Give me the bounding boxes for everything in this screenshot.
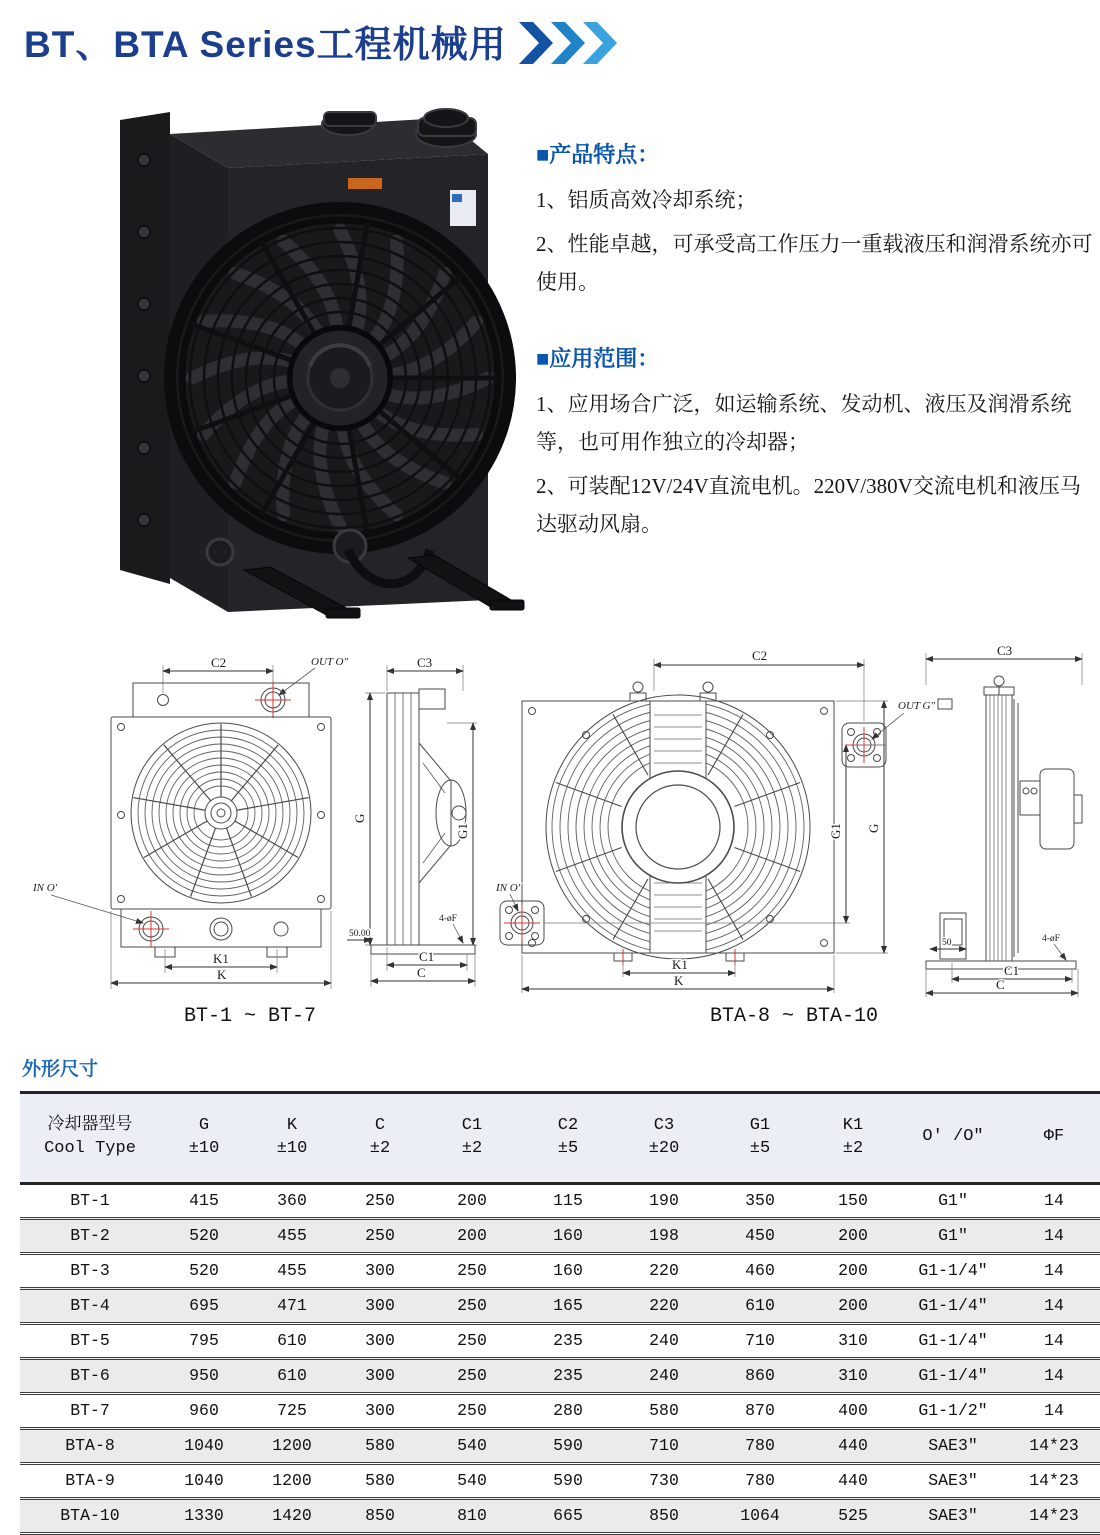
- model-cell: BTA-9: [65, 1471, 115, 1491]
- table-row: [20, 1323, 1100, 1358]
- dim-cell: 310: [838, 1331, 868, 1351]
- column-header-5: C2 ±5: [557, 1116, 579, 1158]
- bta-front-view: [495, 648, 936, 993]
- dim-cell: 730: [649, 1471, 679, 1491]
- dim-cell: 300: [365, 1296, 395, 1316]
- dim-cell: 950: [189, 1366, 219, 1386]
- dim-cell: 1040: [184, 1471, 224, 1491]
- feature-item-2: 2、性能卓越，可承受高工作压力一重载液压和润滑系统亦可使用。: [536, 232, 1093, 295]
- dim-cell: 250: [457, 1401, 487, 1421]
- dim-cell: 590: [553, 1471, 583, 1491]
- dim-label-c2: C2: [211, 655, 227, 670]
- dim-cell: 471: [277, 1296, 307, 1316]
- column-header-8: K1 ±2: [842, 1116, 864, 1158]
- dim-cell: 240: [649, 1331, 679, 1351]
- bta-drawing: [494, 643, 1094, 998]
- dim-cell: SAE3″: [928, 1471, 978, 1491]
- dim-cell: 150: [838, 1191, 868, 1211]
- dim-cell: 14*23: [1029, 1506, 1079, 1526]
- drawing-bta-caption: BTA-8 ~ BTA-10: [709, 1005, 879, 1028]
- column-header-9: O′ /O″: [922, 1127, 984, 1147]
- dim-label-k1: K1: [213, 951, 229, 966]
- catalog-page: [0, 14, 1100, 1535]
- bt-drawing: [15, 653, 485, 998]
- applications-heading: ■应用范围：: [536, 345, 660, 371]
- dim-label-k1: K1: [672, 957, 688, 972]
- dim-cell: 525: [838, 1506, 868, 1526]
- dim-cell: 200: [838, 1296, 868, 1316]
- application-item-2: 2、可装配12V/24V直流电机。220V/380V交流电机和液压马达驱动风扇。: [536, 474, 1081, 537]
- dim-cell: 795: [189, 1331, 219, 1351]
- dim-label-c2: C2: [752, 648, 768, 663]
- dim-cell: 520: [189, 1226, 219, 1246]
- dim-cell: 1420: [272, 1506, 312, 1526]
- dim-cell: 280: [553, 1401, 583, 1421]
- dim-label-c3: C3: [417, 655, 433, 670]
- drawing-bt-caption: BT-1 ~ BT-7: [183, 1005, 317, 1028]
- dim-label-k: K: [217, 967, 227, 982]
- dim-label-k: K: [674, 973, 684, 988]
- dim-cell: 165: [553, 1296, 583, 1316]
- dim-cell: 160: [553, 1261, 583, 1281]
- fan-assembly: [170, 208, 510, 548]
- product-info: [536, 72, 1100, 625]
- dim-cell: 300: [365, 1261, 395, 1281]
- dim-cell: 14: [1044, 1226, 1064, 1246]
- table-header-row: [20, 1093, 1100, 1184]
- application-item-1: 1、应用场合广泛，如运输系统、发动机、液压及润滑系统等，也可用作独立的冷却器；: [536, 391, 1072, 454]
- dim-cell: 850: [649, 1506, 679, 1526]
- dim-cell: 725: [277, 1401, 307, 1421]
- dim-label-c3: C3: [997, 643, 1013, 658]
- dim-cell: 1064: [740, 1506, 780, 1526]
- dim-cell: 14: [1044, 1296, 1064, 1316]
- port-label-out: OUT O″: [311, 656, 349, 668]
- model-cell: BT-7: [70, 1401, 110, 1421]
- warning-sticker: [348, 178, 382, 189]
- dim-cell: 14: [1044, 1191, 1064, 1211]
- dim-cell: 235: [553, 1366, 583, 1386]
- column-header-10: ΦF: [1043, 1127, 1065, 1147]
- dim-cell: 610: [745, 1296, 775, 1316]
- dim-cell: 415: [189, 1191, 219, 1211]
- dim-cell: 300: [365, 1366, 395, 1386]
- mounting-plate: [120, 112, 170, 584]
- column-header-6: C3 ±20: [648, 1116, 680, 1158]
- dim-cell: 200: [838, 1261, 868, 1281]
- column-header-0: 冷却器型号 Cool Type: [44, 1116, 136, 1158]
- dim-cell: G1-1/4″: [918, 1296, 988, 1316]
- dim-cell: 240: [649, 1366, 679, 1386]
- dim-cell: 455: [277, 1261, 307, 1281]
- dim-cell: 1330: [184, 1506, 224, 1526]
- model-cell: BT-5: [70, 1331, 110, 1351]
- model-cell: BT-1: [70, 1191, 110, 1211]
- column-header-1: G ±10: [188, 1116, 220, 1158]
- dim-cell: 780: [745, 1436, 775, 1456]
- dim-cell: 580: [649, 1401, 679, 1421]
- dim-cell: 610: [277, 1366, 307, 1386]
- dim-cell: 115: [553, 1191, 583, 1211]
- dim-cell: 710: [649, 1436, 679, 1456]
- dim-cell: 440: [838, 1436, 868, 1456]
- dim-cell: 14: [1044, 1401, 1064, 1421]
- feature-item-1: 1、铝质高效冷却系统；: [536, 188, 757, 212]
- drawings-section: [0, 643, 1100, 1028]
- triple-chevron-icon: [517, 22, 621, 64]
- dim-cell: 590: [553, 1436, 583, 1456]
- dim-label-holes: 4-øF: [1042, 934, 1060, 944]
- dim-cell: 1040: [184, 1436, 224, 1456]
- dim-cell: 455: [277, 1226, 307, 1246]
- bta-side-view: [926, 643, 1082, 997]
- dim-cell: 1200: [272, 1436, 312, 1456]
- dim-cell: G1″: [938, 1226, 968, 1246]
- dim-label-g1: G1: [455, 823, 470, 839]
- dim-cell: 250: [457, 1366, 487, 1386]
- model-cell: BT-3: [70, 1261, 110, 1281]
- dim-label-c1: C1: [419, 949, 435, 964]
- dim-cell: 780: [745, 1471, 775, 1491]
- dim-cell: SAE3″: [928, 1506, 978, 1526]
- model-cell: BTA-8: [65, 1436, 115, 1456]
- dim-cell: 870: [745, 1401, 775, 1421]
- port-label-out: OUT G″: [898, 700, 936, 712]
- column-header-7: G1 ±5: [749, 1116, 771, 1158]
- dim-cell: 14*23: [1029, 1436, 1079, 1456]
- dim-cell: 400: [838, 1401, 868, 1421]
- dim-cell: 250: [457, 1296, 487, 1316]
- table-row: [20, 1288, 1100, 1323]
- dim-label-offset: 50: [942, 938, 952, 948]
- fan-hub: [290, 328, 390, 428]
- dim-label-offset: 50.00: [349, 929, 371, 939]
- dim-cell: G1-1/4″: [918, 1331, 988, 1351]
- page-title: BT、BTA Series工程机械用: [24, 24, 507, 65]
- features-heading: ■产品特点：: [536, 142, 660, 167]
- dim-label-g: G: [866, 823, 881, 833]
- dim-cell: G1-1/4″: [918, 1366, 988, 1386]
- port-label-in: IN O′: [496, 882, 521, 894]
- dim-cell: 350: [745, 1191, 775, 1211]
- dim-cell: 250: [457, 1331, 487, 1351]
- dim-cell: SAE3″: [928, 1436, 978, 1456]
- port-label-in: IN O′: [33, 882, 58, 894]
- model-cell: BTA-10: [60, 1506, 120, 1526]
- dim-cell: 520: [189, 1261, 219, 1281]
- dim-cell: 200: [457, 1226, 487, 1246]
- column-header-3: C ±2: [369, 1116, 391, 1158]
- table-row: [20, 1463, 1100, 1498]
- drawing-bta: [494, 643, 1094, 1028]
- dim-cell: 300: [365, 1401, 395, 1421]
- table-row: [20, 1183, 1100, 1218]
- dim-cell: 300: [365, 1331, 395, 1351]
- model-cell: BT-2: [70, 1226, 110, 1246]
- dim-cell: 460: [745, 1261, 775, 1281]
- dim-cell: 580: [365, 1436, 395, 1456]
- dim-cell: 710: [745, 1331, 775, 1351]
- dim-cell: 250: [365, 1226, 395, 1246]
- dim-label-c1: C1: [1004, 963, 1020, 978]
- dim-cell: G1-1/2″: [918, 1401, 988, 1421]
- model-cell: BT-6: [70, 1366, 110, 1386]
- dim-cell: 198: [649, 1226, 679, 1246]
- dim-label-holes: 4-øF: [439, 914, 457, 924]
- dim-cell: 200: [838, 1226, 868, 1246]
- dim-cell: 1200: [272, 1471, 312, 1491]
- dim-label-g: G: [352, 813, 367, 823]
- dim-cell: 235: [553, 1331, 583, 1351]
- dim-cell: 665: [553, 1506, 583, 1526]
- dim-label-c: C: [996, 977, 1005, 992]
- product-photo: [48, 72, 528, 625]
- model-cell: BT-4: [70, 1296, 110, 1316]
- dim-cell: 540: [457, 1471, 487, 1491]
- column-header-4: C1 ±2: [461, 1116, 483, 1158]
- dim-cell: 160: [553, 1226, 583, 1246]
- dim-label-c: C: [417, 965, 426, 980]
- intro-section: [0, 72, 1100, 625]
- dim-cell: G1″: [938, 1191, 968, 1211]
- cooler-photo-illustration: [48, 72, 528, 620]
- dim-cell: 450: [745, 1226, 775, 1246]
- dim-cell: 860: [745, 1366, 775, 1386]
- dim-cell: 200: [457, 1191, 487, 1211]
- dim-cell: 220: [649, 1261, 679, 1281]
- dim-cell: 695: [189, 1296, 219, 1316]
- bt-side-view: [347, 655, 477, 987]
- dim-cell: 580: [365, 1471, 395, 1491]
- drawing-bt: [10, 653, 490, 1028]
- page-header: [24, 14, 1100, 68]
- dim-cell: 14: [1044, 1331, 1064, 1351]
- dim-cell: 14: [1044, 1261, 1064, 1281]
- table-row: [20, 1393, 1100, 1428]
- table-body: [20, 1183, 1100, 1533]
- dim-cell: 960: [189, 1401, 219, 1421]
- table-row: [20, 1358, 1100, 1393]
- dim-cell: 14: [1044, 1366, 1064, 1386]
- dim-cell: 540: [457, 1436, 487, 1456]
- bt-front-view: [32, 655, 349, 989]
- dim-cell: 850: [365, 1506, 395, 1526]
- dim-cell: 250: [457, 1261, 487, 1281]
- table-row: [20, 1498, 1100, 1533]
- table-row: [20, 1428, 1100, 1463]
- dim-cell: 220: [649, 1296, 679, 1316]
- dim-cell: 310: [838, 1366, 868, 1386]
- table-row: [20, 1218, 1100, 1253]
- dim-cell: G1-1/4″: [918, 1261, 988, 1281]
- dim-cell: 190: [649, 1191, 679, 1211]
- dim-cell: 440: [838, 1471, 868, 1491]
- dimensions-section-title: 外形尺寸: [22, 1059, 99, 1080]
- table-row: [20, 1253, 1100, 1288]
- column-header-2: K ±10: [276, 1116, 308, 1158]
- dimensions-table: [20, 1091, 1100, 1535]
- dim-cell: 610: [277, 1331, 307, 1351]
- dim-cell: 250: [365, 1191, 395, 1211]
- dim-cell: 810: [457, 1506, 487, 1526]
- dim-cell: 360: [277, 1191, 307, 1211]
- dim-label-g1: G1: [828, 823, 843, 839]
- dim-cell: 14*23: [1029, 1471, 1079, 1491]
